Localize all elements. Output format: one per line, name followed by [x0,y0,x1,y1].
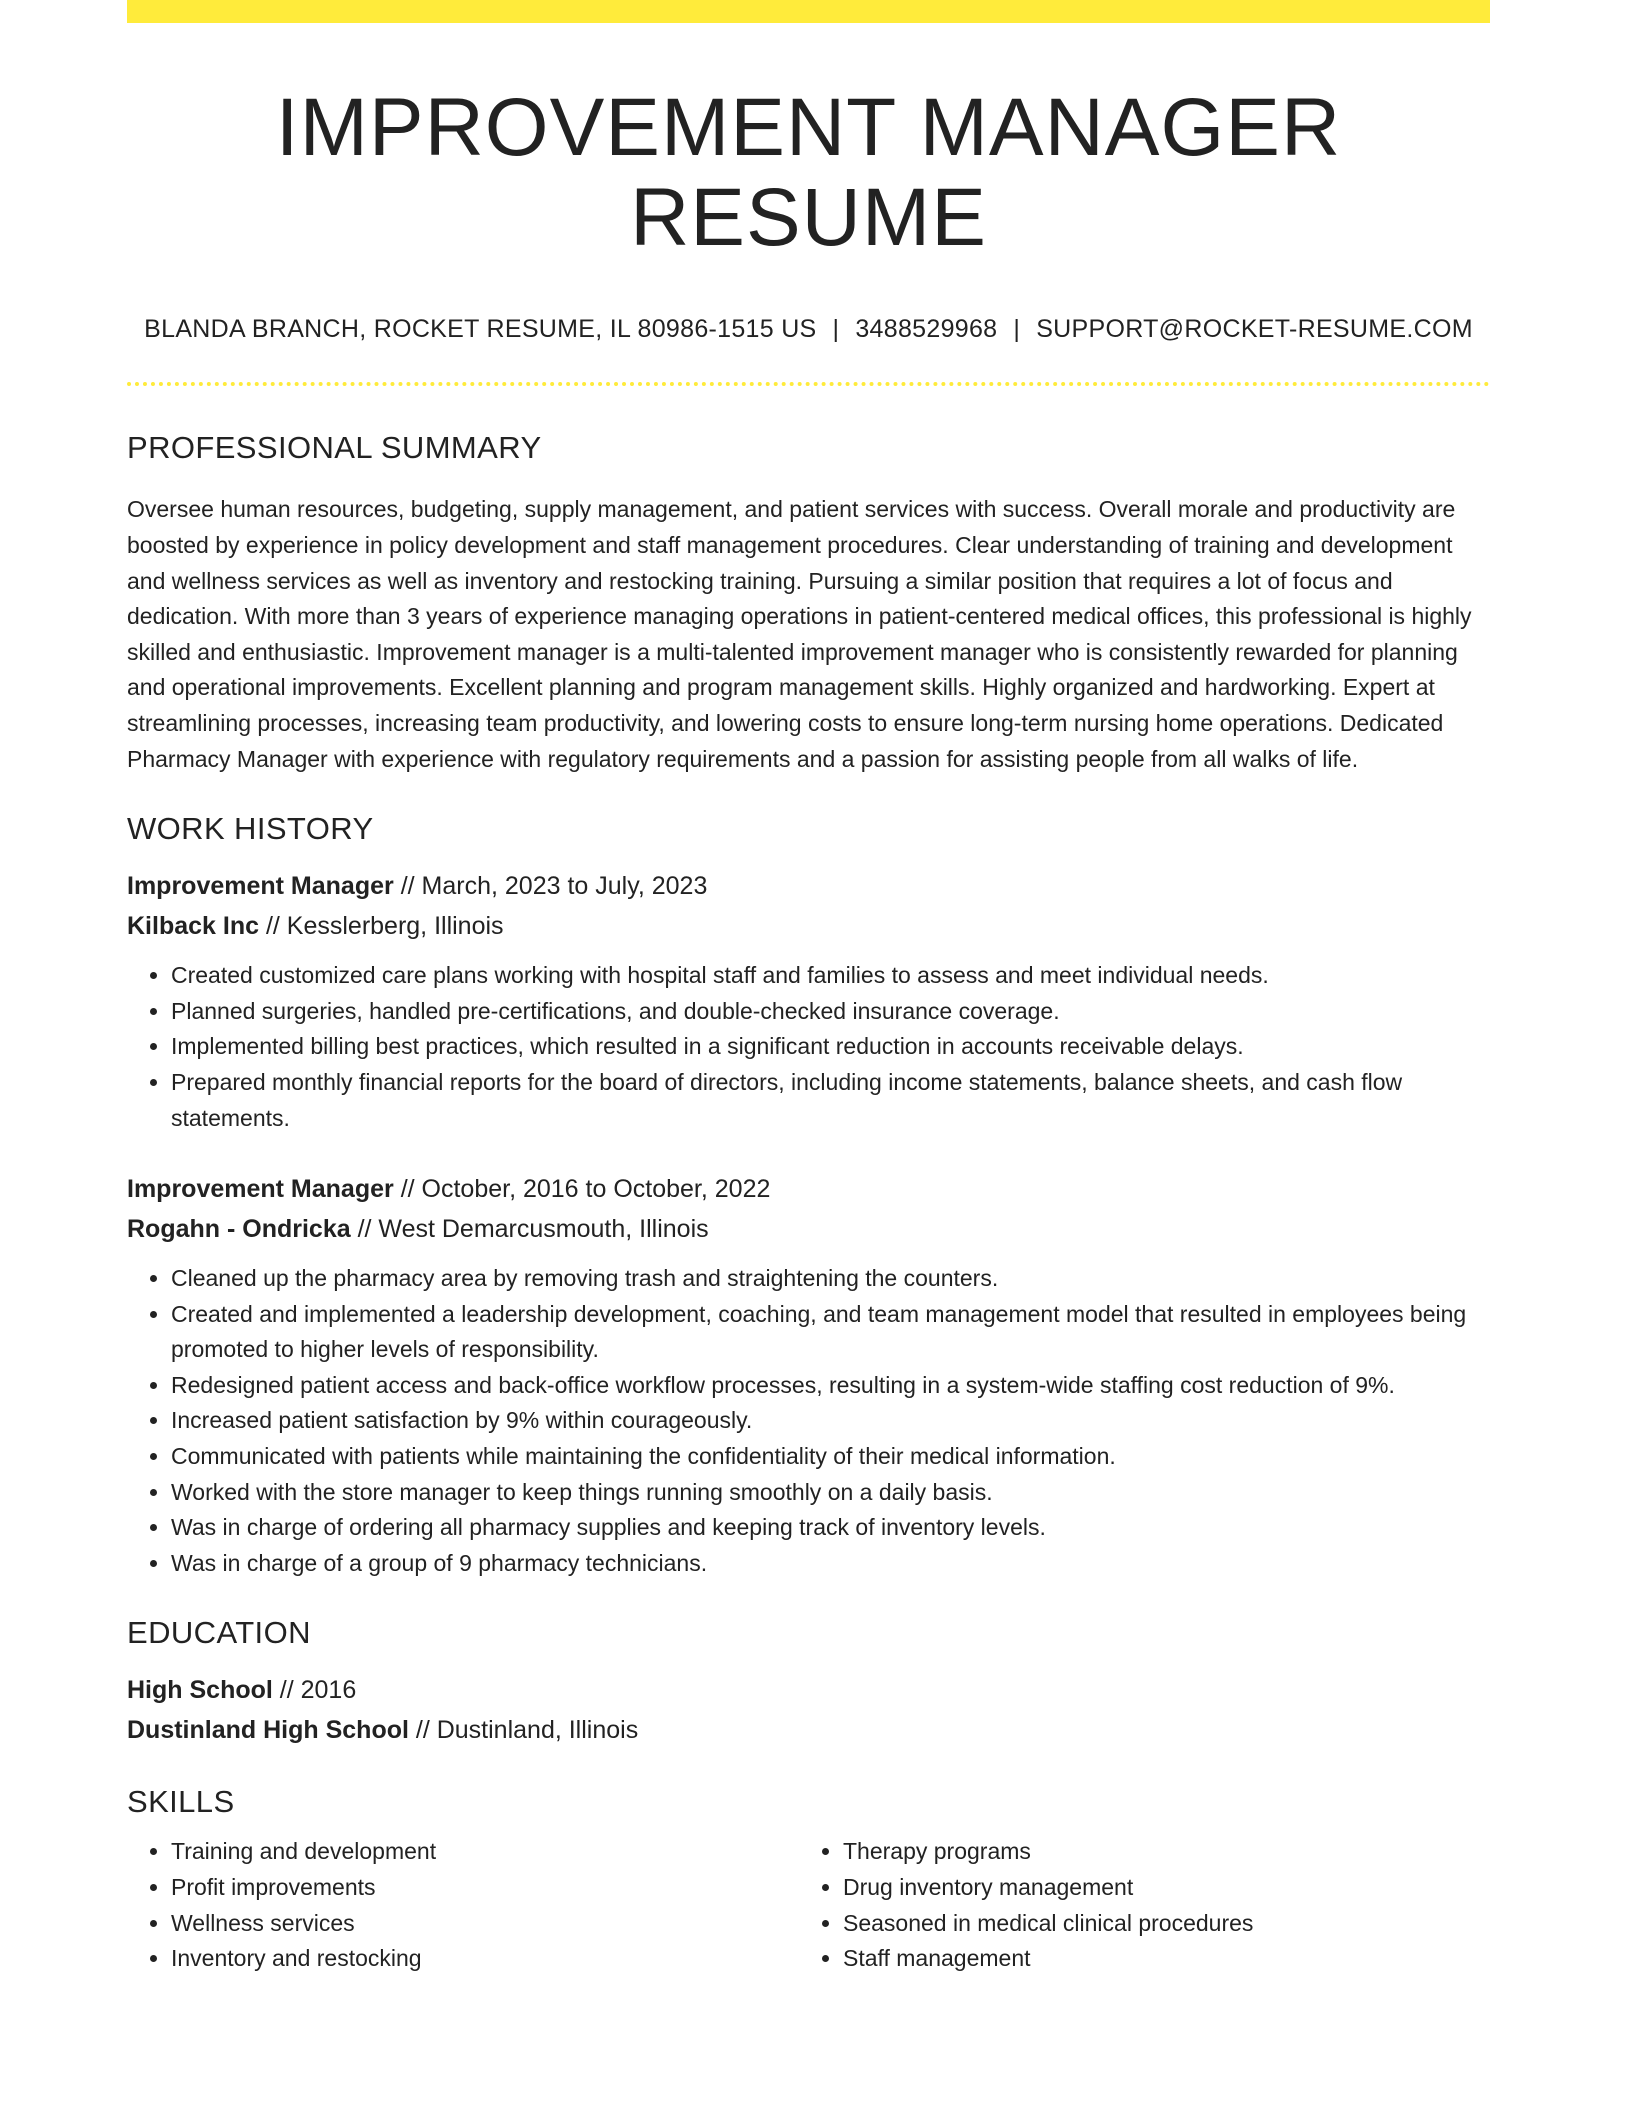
job-bullet: • Implemented billing best practices, which resulted in a significant reduction in accounts receivable delays. [171,1029,1490,1065]
contact-phone: 3488529968 [855,315,998,344]
education-entry [127,1671,1490,1750]
skill-item: • Seasoned in medical clinical procedures [843,1906,1483,1942]
accent-top-bar [127,0,1490,23]
job-bullet: • Planned surgeries, handled pre-certifications, and double-checked insurance coverage. [171,994,1490,1030]
job-role: Improvement Manager [127,872,394,901]
skill-item: • Staff management [843,1941,1483,1977]
job-bullet: • Cleaned up the pharmacy area by removing trash and straightening the counters. [171,1261,1490,1297]
job-bullet: • Prepared monthly financial reports for the board of directors, including income statements, balance sheets, and cash flow statements. [171,1065,1490,1136]
job-role: Improvement Manager [127,1175,394,1204]
skill-item: • Therapy programs [843,1834,1483,1870]
education-location: // Dustinland, Illinois [408,1715,639,1744]
job-company: Kilback Inc [127,911,259,940]
skills-column-right [799,1834,1483,1976]
job-company-line [127,1210,1490,1250]
education-degree: High School [127,1676,273,1705]
skills-heading: SKILLS [127,1784,235,1820]
job-bullet: • Created and implemented a leadership development, coaching, and team management model that resulted in employees being promoted to higher levels of responsibility. [171,1297,1490,1368]
job-bullets [127,958,1490,1136]
skills-columns [127,1834,1490,1976]
job-bullet: • Was in charge of a group of 9 pharmacy technicians. [171,1546,1490,1582]
contact-address: BLANDA BRANCH, ROCKET RESUME, IL 80986-1515 US [144,315,817,344]
contact-separator: | [1013,315,1021,344]
summary-text: Oversee human resources, budgeting, supply management, and patient services with success. Overall morale and productivity are boosted by experience in policy development and staff management procedures. Clear understanding of training and development and wellness services as well as inventory and restocking training. Pursuing a similar position that requires a lot of focus and dedication. With more than 3 years of experience managing operations in patient-centered medical offices, this professional is highly skilled and enthusiastic. Improvement manager is a multi-talented improvement manager who is consistently rewarded for planning and operational improvements. Excellent planning and program management skills. Highly organized and hardworking. Expert at streamlining processes, increasing team productivity, and lowering costs to ensure long-term nursing home operations. Dedicated Pharmacy Manager with experience with regulatory requirements and a passion for assisting people from all walks of life. [127,496,1472,772]
job-role-line [127,867,1490,907]
skills-column-left [127,1834,799,1976]
contact-separator: | [832,315,840,344]
job-bullet: • Created customized care plans working with hospital staff and families to assess and meet individual needs. [171,958,1490,994]
job-role-line [127,1170,1490,1210]
job-location: // Kesslerberg, Illinois [259,911,504,940]
job-bullet: • Worked with the store manager to keep things running smoothly on a daily basis. [171,1475,1490,1511]
education-heading: EDUCATION [127,1615,311,1651]
job-company: Rogahn - Ondricka [127,1214,351,1243]
contact-line [127,315,1490,344]
job-location: // West Demarcusmouth, Illinois [350,1214,709,1243]
skill-item: • Inventory and restocking [171,1941,799,1977]
job-dates: // March, 2023 to July, 2023 [393,872,708,901]
skill-item: • Drug inventory management [843,1870,1483,1906]
education-school: Dustinland High School [127,1715,409,1744]
job-bullet: • Communicated with patients while maintaining the confidentiality of their medical information. [171,1439,1490,1475]
job-header [127,1170,1490,1249]
skill-item: • Wellness services [171,1906,799,1942]
skill-item: • Training and development [171,1834,799,1870]
job-bullet: • Increased patient satisfaction by 9% within courageously. [171,1403,1490,1439]
education-school-line [127,1711,1490,1751]
resume-title: IMPROVEMENT MANAGER RESUME [275,82,1342,264]
education-year: // 2016 [272,1676,357,1705]
resume-page [127,0,1490,1977]
summary-heading: PROFESSIONAL SUMMARY [127,430,542,466]
job-dates: // October, 2016 to October, 2022 [393,1175,771,1204]
contact-email: SUPPORT@ROCKET-RESUME.COM [1036,315,1473,344]
job-header [127,867,1490,946]
dotted-divider [127,382,1490,386]
job-bullet: • Was in charge of ordering all pharmacy supplies and keeping track of inventory levels. [171,1510,1490,1546]
education-degree-line [127,1671,1490,1711]
job-bullet: • Redesigned patient access and back-office workflow processes, resulting in a system-wide staffing cost reduction of 9%. [171,1368,1490,1404]
job-company-line [127,907,1490,947]
work-history-heading: WORK HISTORY [127,811,374,847]
job-bullets [127,1261,1490,1581]
skill-item: • Profit improvements [171,1870,799,1906]
